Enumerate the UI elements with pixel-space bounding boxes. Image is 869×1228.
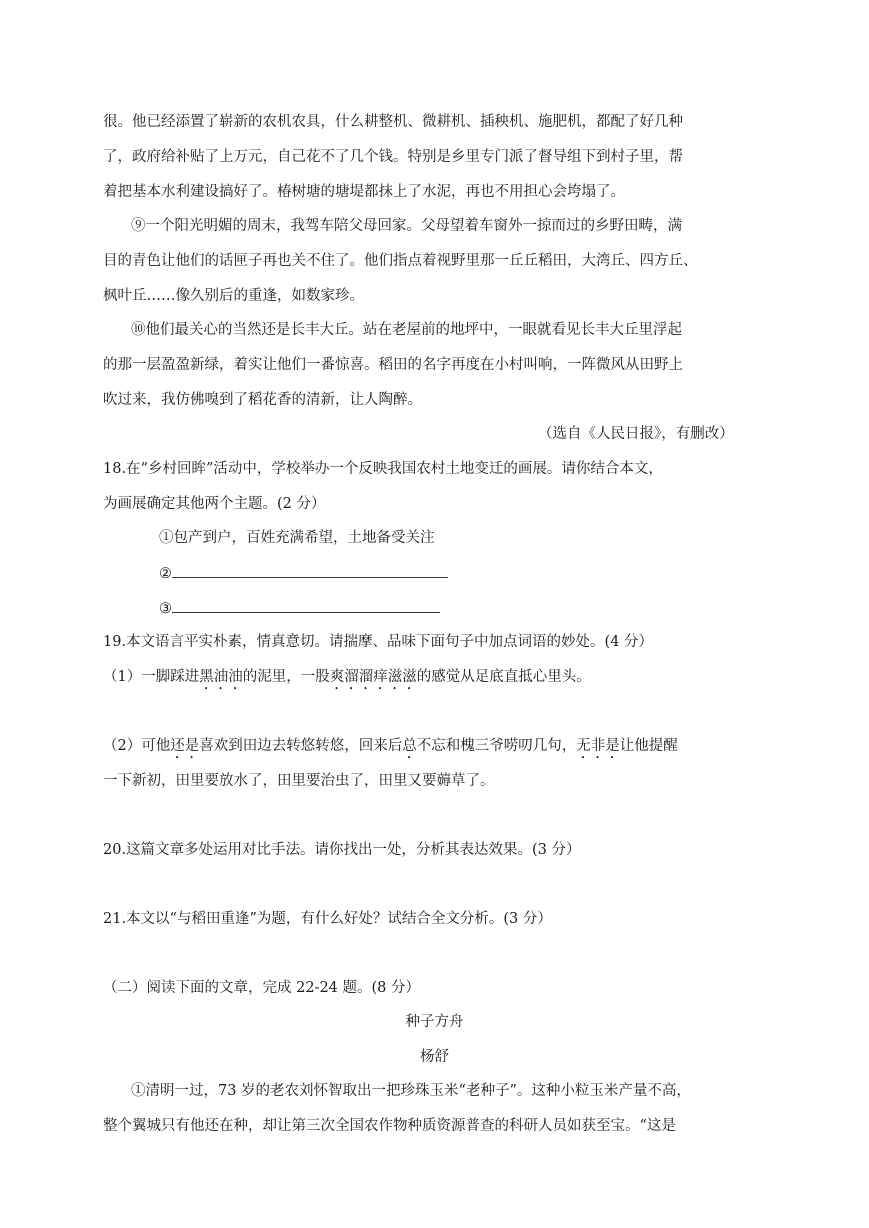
question-18-text: 18.在“乡村回眸”活动中，学校举办一个反映我国农村土地变迁的画展。请你结合本文， — [103, 461, 663, 477]
question-18-text: 为画展确定其他两个主题。(2 分） — [103, 496, 326, 512]
dotted-word: 黑油油 — [199, 669, 243, 685]
question-18-answer-1: ①包产到户，百姓充满希望，土地备受关注 — [159, 530, 435, 546]
paragraph-10-line: ⑩他们最关心的当然还是长丰大丘。站在老屋前的地坪中，一眼就看见长丰大丘里浮起 — [131, 322, 682, 338]
passage-line: 很。他已经添置了崭新的农机农具，什么耕整机、微耕机、插秧机、施肥机，都配了好几种 — [103, 114, 683, 130]
paragraph-9-line: 枫叶丘……像久别后的重逢，如数家珍。 — [103, 288, 364, 304]
article-title: 种子方舟 — [405, 1014, 464, 1030]
paragraph-9-line: ⑨一个阳光明媚的周末，我驾车陪父母回家。父母望着车窗外一掠而过的乡野田畴，满 — [131, 218, 682, 234]
question-19-sentence-1: （1）一脚踩进黑油油的泥里，一股爽溜溜痒滋滋的感觉从足底直抵心里头。 — [103, 669, 591, 685]
paragraph-9-line: 目的青色让他们的话匣子再也关不住了。他们指点着视野里那一丘丘稻田，大湾丘、四方丘、 — [103, 253, 698, 269]
section-2-intro: （二）阅读下面的文章，完成 22-24 题。(8 分） — [103, 980, 421, 996]
source-citation: （选自《人民日报》，有删改） — [538, 426, 734, 442]
article-author: 杨舒 — [420, 1049, 449, 1065]
dotted-word: 爽溜溜痒滋滋 — [329, 669, 417, 685]
dotted-word: 总 — [402, 738, 417, 754]
question-18-answer-3: ③ — [159, 598, 440, 619]
question-20-text: 20.这篇文章多处运用对比手法。请你找出一处，分析其表达效果。(3 分） — [103, 842, 581, 858]
passage-line: 着把基本水利建设搞好了。椿树塘的塘堤都抹上了水泥，再也不用担心会垮塌了。 — [103, 184, 625, 200]
question-21-text: 21.本文以“与稻田重逢”为题，有什么好处？试结合全文分析。(3 分） — [103, 911, 552, 927]
passage-line: 了，政府给补贴了上万元，自己花不了几个钱。特别是乡里专门派了督导组下到村子里，帮 — [103, 149, 683, 165]
answer-blank-line[interactable] — [172, 563, 448, 578]
answer-blank-line[interactable] — [172, 598, 440, 613]
dotted-word: 无非是 — [576, 738, 620, 754]
question-19-text: 19.本文语言平实朴素，情真意切。请揣摩、品味下面句子中加点词语的妙处。(4 分） — [103, 634, 654, 650]
article-paragraph-line: 整个翼城只有他还在种，却让第三次全国农作物种质资源普查的科研人员如获至宝。“这是 — [103, 1118, 676, 1134]
question-19-sentence-2: （2）可他还是喜欢到田边去转悠转悠，回来后总不忘和槐三爷唠叨几句，无非是让他提醒 — [103, 738, 678, 754]
question-18-answer-2: ② — [159, 563, 448, 584]
paragraph-10-line: 吹过来，我仿佛嗅到了稻花香的清新，让人陶醉。 — [103, 392, 422, 408]
paragraph-10-line: 的那一层盈盈新绿，着实让他们一番惊喜。稻田的名字再度在小村叫响，一阵微风从田野上 — [103, 357, 683, 373]
article-paragraph-line: ①清明一过，73 岁的老农刘怀智取出一把珍珠玉米“老种子”。这种小粒玉米产量不高， — [131, 1083, 691, 1099]
question-19-sentence-2-cont: 一下新初，田里要放水了，田里要治虫了，田里又要薅草了。 — [103, 773, 495, 789]
dotted-word: 还是 — [170, 738, 200, 754]
